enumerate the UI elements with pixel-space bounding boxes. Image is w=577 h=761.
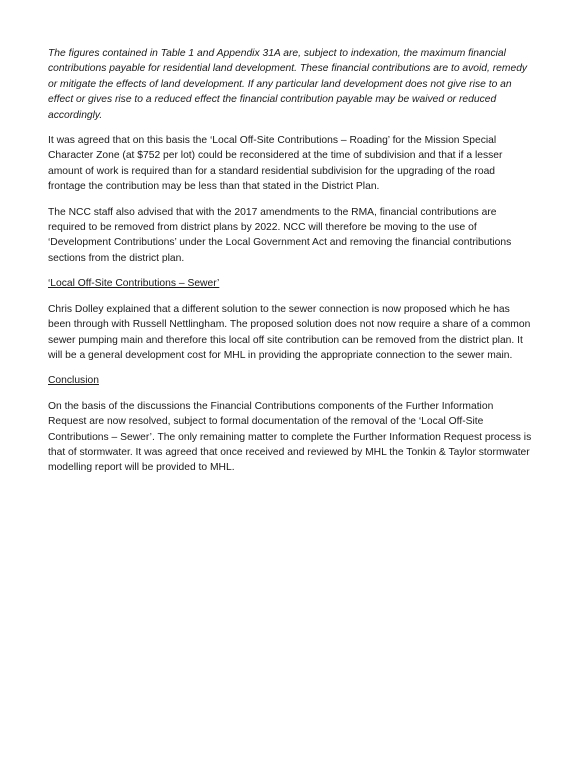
document-page — [48, 46, 533, 486]
rma-paragraph: The NCC staff also advised that with the 2017 amendments to the RMA, financial contributions are required to be removed from district plans by 2022. NCC will therefore be moving to the use of ‘Development Contributions’ under the Local Government Act and removing the financial contributions sections from the district plan. — [48, 206, 512, 264]
sewer-heading: ‘Local Off-Site Contributions – Sewer’ — [48, 278, 220, 290]
roading-paragraph: It was agreed that on this basis the ‘Local Off-Site Contributions – Roading’ for the Mission Special Character Zone (at $752 per lot) could be reconsidered at the time of subdivision and that if a lesser amount of work is required than for a standard residential subdivision for the upgrading of the road frontage the contribution may be less than that stated in the District Plan. — [48, 135, 503, 193]
sewer-paragraph: Chris Dolley explained that a different solution to the sewer connection is now proposed which he has been through with Russell Nettlingham. The proposed solution does not now require a share of a common sewer pumping main and therefore this local off site contribution can be removed from the district plan. It will be a general development cost for MHL in providing the appropriate connection to the sewer main. — [48, 303, 531, 361]
intro-italic-paragraph: The figures contained in Table 1 and Appendix 31A are, subject to indexation, the maximum financial contributions payable for residential land development. These financial contributions are to avoid, remedy or mitigate the effects of land development. If any particular land development does not give rise to an effect or gives rise to a reduced effect the financial contribution payable may be waived or reduced accordingly. — [48, 48, 528, 121]
conclusion-paragraph: On the basis of the discussions the Financial Contributions components of the Further Information Request are now resolved, subject to formal documentation of the removal of the ‘Local Off-Site Contributions – Sewer’. The only remaining matter to complete the Further Information Request process is that of stormwater. It was agreed that once received and reviewed by MHL the Tonkin & Taylor stormwater modelling report will be provided to MHL. — [48, 400, 532, 474]
conclusion-heading: Conclusion — [48, 375, 99, 387]
